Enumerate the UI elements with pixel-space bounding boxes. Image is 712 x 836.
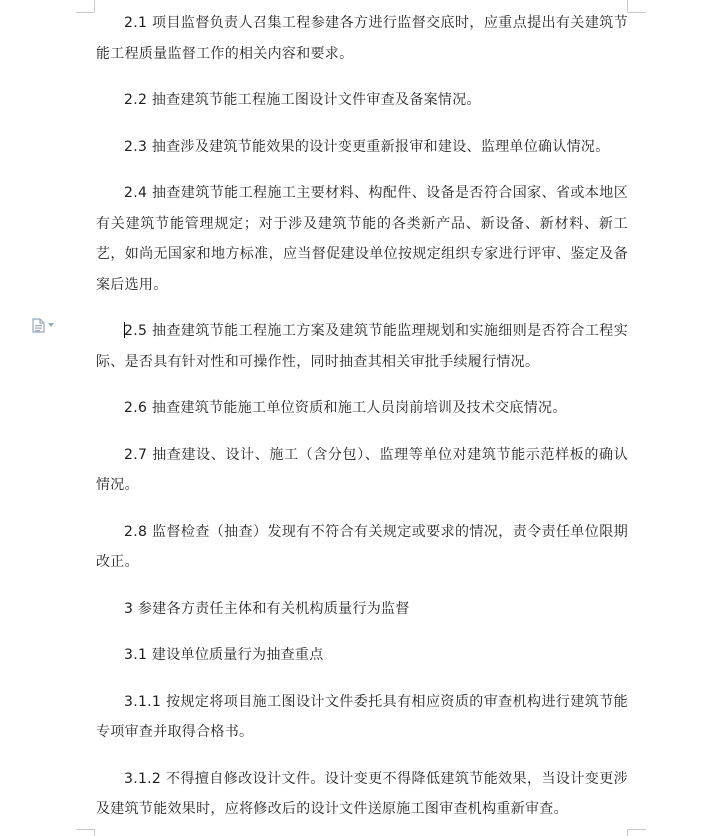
paragraph[interactable]: 2.2 抽查建筑节能工程施工图设计文件审查及备案情况。: [124, 92, 481, 108]
paragraph[interactable]: 3.1.2 不得擅自修改设计文件。设计变更不得降低建筑节能效果，当设计变更涉及建筑节能效果时，应将修改后的设计文件送原施工图审查机构重新审查。: [96, 770, 628, 817]
crop-mark: [76, 829, 94, 830]
paragraph-text: 2.5 抽查建筑节能工程施工方案及建筑节能监理规划和实施细则是否符合工程实际、是否具有针对性和可操作性，同时抽查其相关审批手续履行情况。: [96, 323, 628, 370]
paragraph[interactable]: 2.3 抽查涉及建筑节能效果的设计变更重新报审和建设、监理单位确认情况。: [124, 138, 610, 155]
crop-mark: [94, 829, 95, 836]
paragraph[interactable]: 2.4 抽查建筑节能工程施工主要材料、构配件、设备是否符合国家、省或本地区有关建筑节能管理规定；对于涉及建筑节能的各类新产品、新设备、新材料、新工艺，如尚无国家和地方标准，应当督促建设单位按规定组织专家进行评审、鉴定及备案后选用。: [96, 185, 628, 293]
paragraph[interactable]: 2.7 抽查建设、设计、施工（含分包）、监理等单位对建筑节能示范样板的确认情况。: [96, 446, 628, 493]
crop-mark: [76, 12, 94, 13]
crop-mark: [628, 12, 646, 13]
crop-mark: [627, 829, 628, 836]
paragraph[interactable]: 2.6 抽查建筑节能施工单位资质和施工人员岗前培训及技术交底情况。: [124, 400, 567, 416]
crop-mark: [628, 829, 646, 830]
crop-mark: [94, 0, 95, 12]
paragraph-options-button[interactable]: [32, 317, 58, 333]
paragraph[interactable]: 2.8 监督检查（抽查）发现有不符合有关规定或要求的情况，责令责任单位限期改正。: [96, 523, 628, 570]
paragraph-with-cursor[interactable]: [96, 316, 628, 377]
document-body[interactable]: [96, 8, 628, 825]
subsection-heading[interactable]: 3.1 建设单位质量行为抽查重点: [124, 647, 324, 663]
paragraph[interactable]: 3.1.1 按规定将项目施工图设计文件委托具有相应资质的审查机构进行建筑节能专项审查并取得合格书。: [96, 693, 628, 740]
dropdown-arrow-icon: [48, 323, 54, 327]
paragraph[interactable]: 2.1 项目监督负责人召集工程参建各方进行监督交底时，应重点提出有关建筑节能工程质量监督工作的相关内容和要求。: [96, 15, 628, 62]
document-icon: [32, 318, 45, 333]
section-heading[interactable]: 3 参建各方责任主体和有关机构质量行为监督: [124, 600, 410, 617]
